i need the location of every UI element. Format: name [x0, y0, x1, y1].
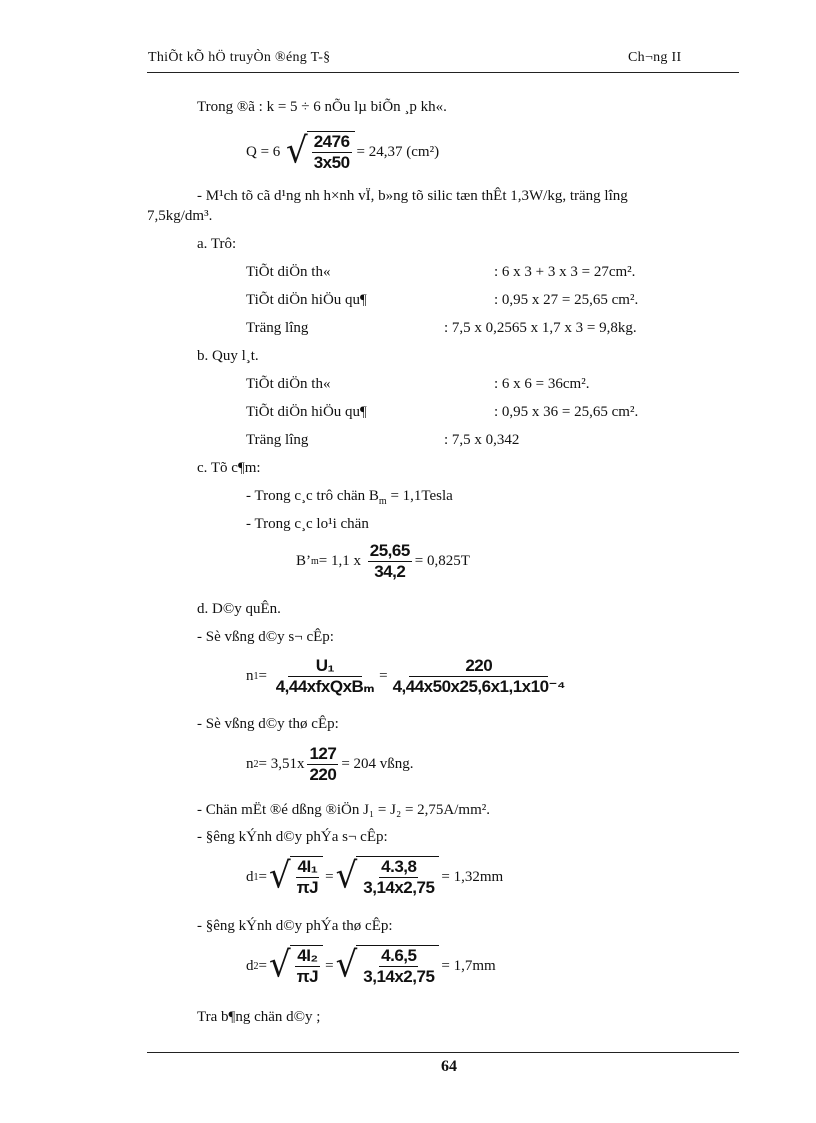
equation-n1: n 1 = $\frac{\text{U₁}}{\text{4,44xfxQxBₘ}}$ = $\frac{220}{\text{4,44x50x25,6x1,1x10⁻⁴}}$	[246, 656, 565, 696]
header-title: ThiÕt kÕ hÖ truyÒn ®éng T-§	[148, 50, 331, 65]
section-a-title: a. Trô:	[197, 236, 237, 252]
row-value: : 0,95 x 36 = 25,65 cm².	[494, 404, 639, 420]
n1-label: - Sè vßng d©y s¬ cÊp:	[197, 629, 334, 645]
fraction: $\frac{220}{\text{4,44x50x25,6x1,1x10⁻⁴}}$	[392, 656, 565, 696]
d2-label: - §êng kÝnh d©y phÝa thø cÊp:	[197, 918, 393, 934]
header-rule	[147, 72, 739, 73]
section-b-title: b. Quy l¸t.	[197, 348, 259, 364]
fraction: $\frac{127}{220}$	[309, 744, 337, 784]
sqrt-sign: √ $\frac{4.6,5}{3,14x2,75}$	[336, 945, 440, 987]
row-value: : 6 x 6 = 36cm².	[494, 376, 590, 392]
eq-q-lhs: Q = 6	[246, 143, 281, 160]
fraction: $\frac{4.3,8}{3,14x2,75}$	[363, 857, 435, 897]
page-number: 64	[441, 1058, 457, 1075]
n2-label: - Sè vßng d©y thø cÊp:	[197, 716, 339, 732]
row-label: Träng lîng	[246, 320, 309, 336]
fraction	[312, 132, 352, 173]
row-label: TiÕt diÖn hiÖu qu¶	[246, 404, 367, 420]
fraction: $\frac{25,65}{34,2}$	[369, 541, 410, 581]
current-density: - Chän mËt ®é dßng ®iÖn J₁ = J₂ = 2,75A/mm².	[197, 802, 490, 818]
sqrt-sign: √ $\frac{\text{4I₁}}{\pi J}$	[269, 856, 323, 898]
fraction-numerator: 2476	[313, 132, 350, 151]
eq-q-rhs: = 24,37 (cm²)	[356, 143, 440, 160]
equation-bm: B’ m = 1,1 x $\frac{25,65}{34,2}$ = 0,825T	[296, 541, 470, 581]
para-k: Trong ®ã : k = 5 ÷ 6 nÕu lµ biÕn ¸p kh«.	[197, 99, 447, 115]
fraction: $\frac{4.6,5}{3,14x2,75}$	[363, 946, 435, 986]
row-value: : 7,5 x 0,342	[444, 432, 520, 448]
header-chapter: Ch¬ng II	[628, 50, 682, 65]
sqrt-sign: √ $\frac{\text{4I₂}}{\pi J}$	[269, 945, 323, 987]
bm-line: - Trong c¸c trô chän $B_m$ = 1,1Tesla	[246, 488, 453, 507]
para-core-1: - M¹ch tõ cã d¹ng nh h×nh vÏ, b»ng tõ silic tæn thÊt 1,3W/kg, träng lîng	[197, 188, 628, 204]
row-label: TiÕt diÖn th«	[246, 376, 331, 392]
para-core-2: 7,5kg/dm³.	[147, 208, 213, 224]
sqrt-sign: √ $\frac{2476}{3x50}$	[286, 131, 355, 173]
row-label: Träng lîng	[246, 432, 309, 448]
section-d-title: d. D©y quÊn.	[197, 601, 281, 617]
fraction: $\frac{\text{4I₁}}{\pi J}$	[296, 857, 319, 897]
equation-d2: d 2 = √ $\frac{\text{4I₂}}{\pi J}$ = √ $\frac{4.6,5}{3,14x2,75}$ = 1,7mm	[246, 943, 496, 986]
yoke-line: - Trong c¸c lo¹i chän	[246, 516, 369, 532]
fraction: $\frac{\text{U₁}}{\text{4,44xfxQxBₘ}}$	[275, 656, 375, 696]
row-label: TiÕt diÖn hiÖu qu¶	[246, 292, 367, 308]
row-label: TiÕt diÖn th«	[246, 264, 331, 280]
equation-q	[246, 131, 439, 173]
equation-d1: d 1 = √ $\frac{\text{4I₁}}{\pi J}$ = √ $\frac{4.3,8}{3,14x2,75}$ = 1,32mm	[246, 854, 504, 897]
row-value: : 0,95 x 27 = 25,65 cm².	[494, 292, 639, 308]
footer-rule	[147, 1052, 739, 1053]
sqrt-sign: √ $\frac{4.3,8}{3,14x2,75}$	[336, 856, 440, 898]
table-lookup: Tra b¶ng chän d©y ;	[197, 1009, 321, 1025]
section-c-title: c. Tõ c¶m:	[197, 460, 261, 476]
fraction-denominator: 3x50	[313, 153, 350, 172]
row-value: : 6 x 3 + 3 x 3 = 27cm².	[494, 264, 636, 280]
d1-label: - §êng kÝnh d©y phÝa s¬ cÊp:	[197, 829, 388, 845]
row-value: : 7,5 x 0,2565 x 1,7 x 3 = 9,8kg.	[444, 320, 637, 336]
fraction: $\frac{\text{4I₂}}{\pi J}$	[296, 946, 319, 986]
equation-n2: n 2 = 3,51x $\frac{127}{220}$ = 204 vßng.	[246, 744, 414, 784]
